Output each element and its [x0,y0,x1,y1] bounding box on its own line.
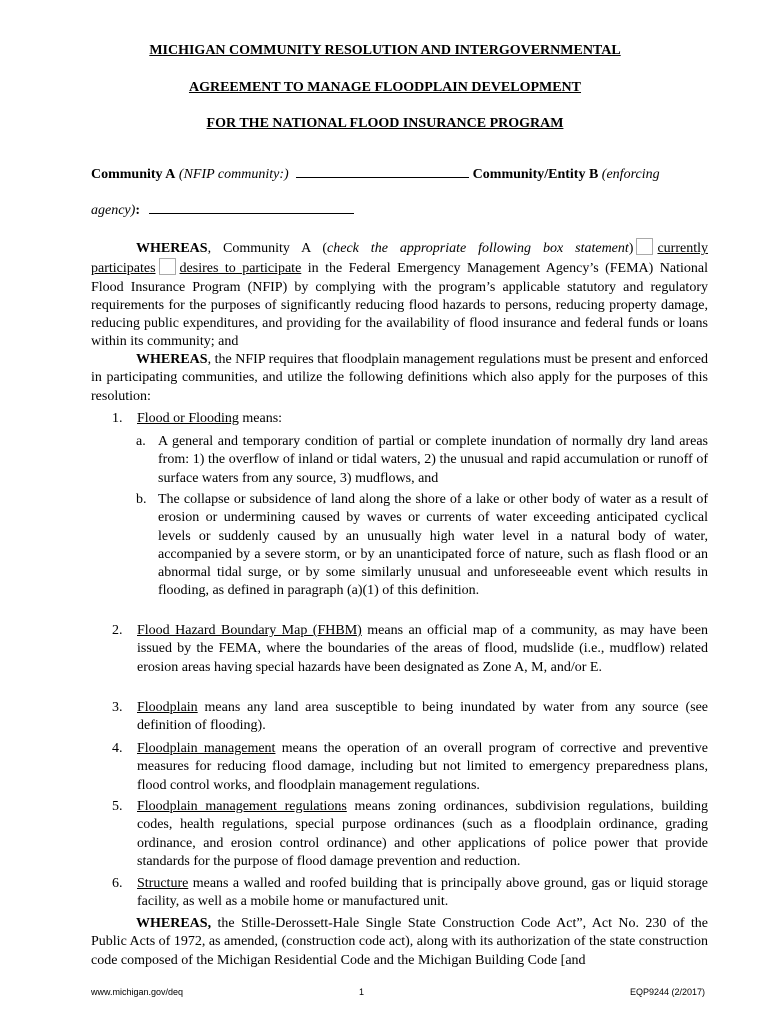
definition-item-4 [112,740,708,795]
definition-term: Flood or Flooding [137,411,239,426]
desires-to-participate-label: desires to participate [179,261,302,277]
whereas-3-lead: WHEREAS, [136,916,212,931]
whereas-2-text: , the NFIP requires that floodplain management regulations must be present and enforced in participating communities, and utilize the following definitions which also apply for the purposes of this resolution: [91,352,708,404]
definition-term: Structure [137,876,189,891]
definition-number: 1. [112,411,123,426]
definition-item-6 [112,875,708,912]
community-b-label: Community/Entity B [472,167,599,182]
footer-website: www.michigan.gov/deq [91,987,184,997]
definition-text: means any land area susceptible to being inundated by water from any source (see definition of flooding). [137,700,708,734]
currently-participates-label: currently participates [91,241,708,277]
whereas-paragraph-2 [91,351,708,406]
whereas-paragraph-1 [91,238,708,352]
definition-term: Floodplain [137,700,198,715]
whereas-paragraph-3 [91,915,708,970]
subitem-letter: a. [136,434,146,449]
subitem-text: A general and temporary condition of partial or complete inundation of normally dry land areas from: 1) the overflow of inland or tidal waters, 2) the unusual and rapid accumulation or runoff of surface waters from any source, 3) mudflows, and [158,434,708,486]
definition-text: means an official map of a community, as may have been issued by the FEMA, where the boundaries of the areas of flood, mudslide (i.e., mudflow) related erosion areas having special hazards have been designated as Zone A, M, and/or E. [137,623,708,675]
definition-text: means zoning ordinances, subdivision regulations, building codes, health regulations, special purpose ordinances (such as a floodplain ordinance, grading ordinance, and erosion control ordinance) and other applications of police power that provide standards for the purpose of flood damage prevention and reduction. [137,799,708,869]
whereas-3-text: the Stille-Derossett-Hale Single State Construction Code Act”, Act No. 230 of the Public Acts of 1972, as amended, (construction code act), along with its authorization of the state construction code composed of the Michigan Residential Code and the Michigan Building Code [and [91,916,709,968]
subitem-b [136,491,708,601]
whereas-2-lead: WHEREAS [136,352,208,367]
definition-text: means a walled and roofed building that is principally above ground, gas or liquid storage facility, as well as a mobile home or manufactured unit. [137,876,708,910]
community-b-field[interactable] [149,199,354,214]
agency-line [91,199,708,219]
definition-term: Floodplain management [137,741,276,756]
whereas-1-text-b: ) [628,241,634,256]
definition-item-3 [112,699,708,736]
title-line-1: MICHIGAN COMMUNITY RESOLUTION AND INTERGOVERNMENTAL [149,43,621,58]
parties-line [91,163,708,183]
community-a-field[interactable] [296,163,469,178]
definition-item-1 [112,410,708,428]
definition-item-2 [112,622,708,677]
community-b-hint: (enforcing [601,167,660,182]
definition-text: means: [238,411,283,426]
title-line-2: AGREEMENT TO MANAGE FLOODPLAIN DEVELOPMENT [188,80,582,95]
community-a-hint: (NFIP community:) [178,167,289,182]
definition-item-5 [112,798,708,871]
definition-number: 4. [112,741,123,756]
definition-number: 2. [112,623,123,638]
currently-participates-checkbox[interactable] [636,238,653,255]
definition-term: Floodplain management regulations [137,799,347,814]
definition-text: means the operation of an overall program of corrective and preventive measures for reducing flood damage, including but not limited to emergency preparedness plans, flood control works, and floodplain management regulations. [137,741,708,793]
subitem-a [136,433,708,488]
footer-form-number: EQP9244 (2/2017) [630,987,706,997]
subitem-text: The collapse or subsidence of land along the shore of a lake or other body of water as a result of erosion or undermining caused by waves or currents of water exceeding anticipated cyclical levels or suddenly caused by an unusually high water level in a natural body of water, accompanied by a severe storm, or by an unanticipated force of nature, such as flash flood or an abnormal tidal surge, or by some similarly unusual and unforeseeable event which results in flooding, as defined in paragraph (a)(1) of this definition. [158,492,708,599]
footer-page-number: 1 [359,987,365,997]
agency-hint: agency) [91,203,136,218]
agency-colon: : [135,203,140,218]
definition-term: Flood Hazard Boundary Map (FHBM) [137,623,362,638]
whereas-1-lead: WHEREAS [136,241,208,256]
definition-number: 3. [112,700,123,715]
whereas-1-rest: in the Federal Emergency Management Agency’s (FEMA) National Flood Insurance Program (NFIP) by complying with the program’s applicable statutory and regulatory requirements for the purposes of significantly reducing flood hazards to persons, reducing property damage, reducing public expenditures, and providing for the availability of flood insurance and federal funds or loans within its community; and [91,261,708,350]
desires-to-participate-checkbox[interactable] [159,258,176,275]
subitem-letter: b. [136,492,147,507]
definition-number: 5. [112,799,123,814]
title-line-3: FOR THE NATIONAL FLOOD INSURANCE PROGRAM [206,116,564,131]
whereas-1-hint: check the appropriate following box statement [327,241,629,256]
definition-number: 6. [112,876,123,891]
community-a-label: Community A [91,167,176,182]
whereas-1-text-a: , Community A ( [207,241,328,256]
